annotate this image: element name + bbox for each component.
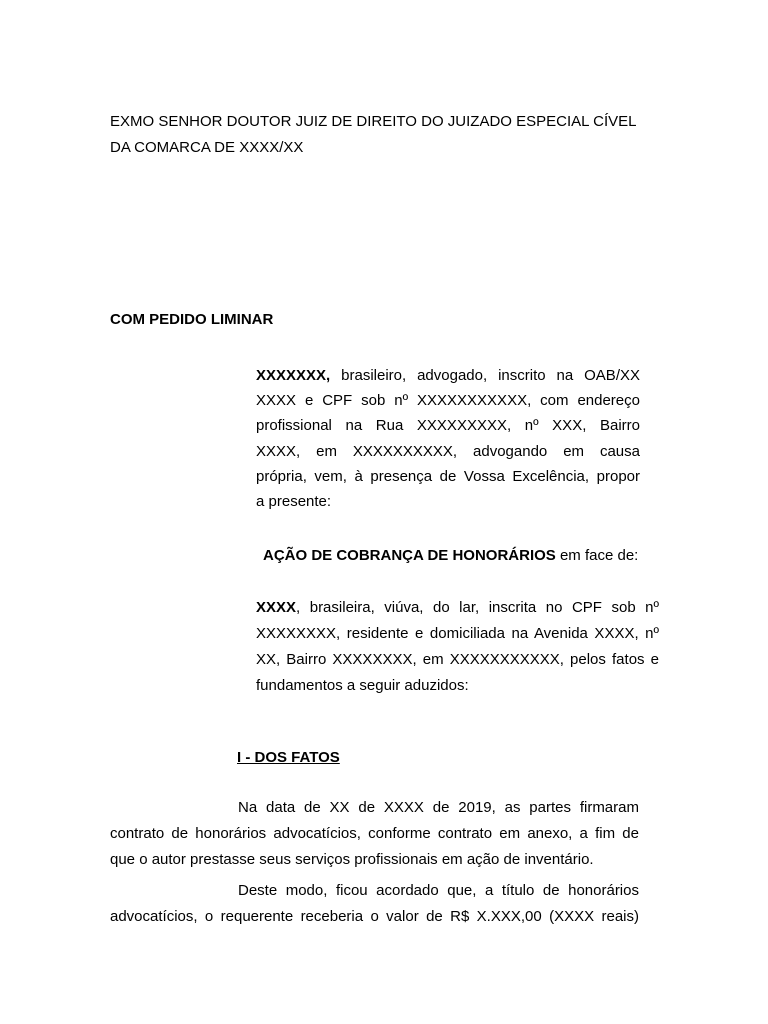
action-title-rest: em face de: [555, 547, 639, 564]
plaintiff-line-3: profissional na Rua XXXXXXXXX, nº XXX, Bairro [256, 417, 640, 435]
plaintiff-line-2: XXXX e CPF sob nº XXXXXXXXXXX, com endereço [256, 392, 640, 410]
plaintiff-line-6: a presente: [256, 492, 332, 510]
action-title-line [263, 547, 638, 565]
court-address-header [110, 109, 670, 161]
facts-p2-line-1: Deste modo, ficou acordado que, a título de honorários [238, 882, 639, 899]
defendant-line-2: XXXXXXXX, residente e domiciliada na Avenida XXXX, nº [256, 625, 659, 642]
plaintiff-line-4: XXXX, em XXXXXXXXXX, advogando em causa [256, 442, 640, 460]
defendant-qualification [256, 595, 659, 699]
section-title-fatos: I - DOS FATOS [237, 749, 340, 766]
plaintiff-name: XXXXXXX, [256, 367, 331, 384]
facts-p1-line-3: que o autor prestasse seus serviços profissionais em ação de inventário. [110, 851, 594, 868]
defendant-line-4: fundamentos a seguir aduzidos: [256, 677, 469, 694]
defendant-line-1: XXXX, brasileira, viúva, do lar, inscrita no CPF sob nº [256, 599, 659, 616]
facts-paragraph-1 [110, 795, 639, 873]
facts-p2-line-2: advocatícios, o requerente receberia o valor de R$ X.XXX,00 (XXXX reais) [110, 908, 639, 925]
action-title: AÇÃO DE COBRANÇA DE HONORÁRIOS [263, 547, 556, 564]
plaintiff-qualification [256, 363, 640, 514]
facts-paragraph-2 [110, 878, 639, 930]
facts-p1-line-2: contrato de honorários advocatícios, conforme contrato em anexo, a fim de [110, 825, 639, 842]
defendant-name: XXXX [256, 599, 297, 616]
pedido-liminar-heading: COM PEDIDO LIMINAR [110, 311, 274, 328]
plaintiff-line-1: XXXXXXX, brasileiro, advogado, inscrito na OAB/XX [256, 367, 640, 384]
header-line-2: DA COMARCA DE XXXX/XX [110, 139, 304, 156]
defendant-line-3: XX, Bairro XXXXXXXX, em XXXXXXXXXXX, pelos fatos e [256, 651, 659, 668]
header-line-1: EXMO SENHOR DOUTOR JUIZ DE DIREITO DO JUIZADO ESPECIAL CÍVEL [110, 113, 637, 130]
plaintiff-line-5: própria, vem, à presença de Vossa Excelência, propor [256, 467, 640, 485]
facts-p1-line-1: Na data de XX de XXXX de 2019, as partes firmaram [238, 799, 639, 816]
